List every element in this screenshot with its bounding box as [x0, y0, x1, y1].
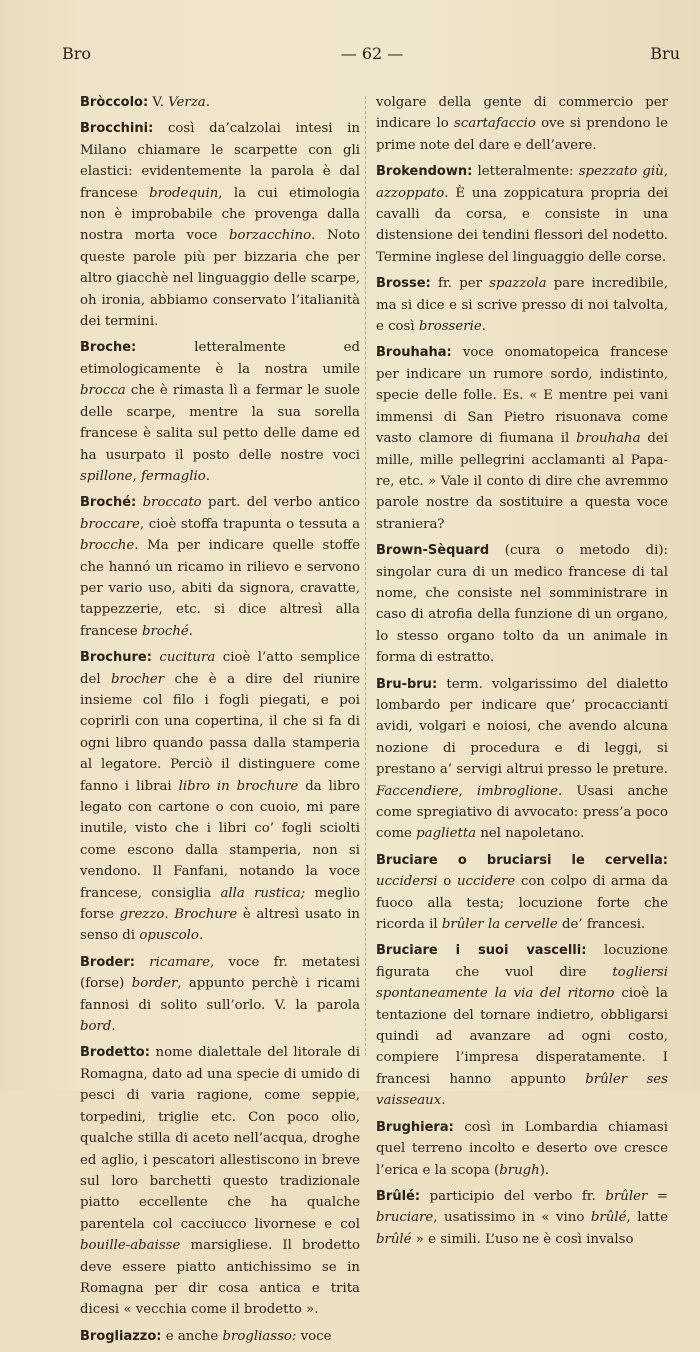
entry-definition: V. Verza.	[152, 95, 210, 110]
dictionary-entry	[80, 952, 360, 1038]
dictionary-entry	[80, 1042, 360, 1320]
entry-definition: uccidersi o uccidere con colpo di arma da fuoco alla testa; locuzione forte che ricorda il brûler la cervelle de’ francesi.	[376, 874, 668, 933]
entry-definition: letteralmente ed etimologicamente è la nostra umile brocca che è rimasta lì a fermar le suole delle scarpe, mentre la sua sorella francese è salita sul petto delle dame ed ha usurpato il posto delle nostre voci spillone, fermaglio.	[80, 340, 361, 484]
entry-definition: fr. per spazzola pare incredibile, ma si dice e si scrive presso di noi talvolta, e così brosserie.	[376, 276, 669, 335]
entry-headword: Bròccolo:	[80, 95, 149, 110]
column-divider	[365, 96, 366, 1056]
entry-definition: term. volgarissimo del dialetto lombardo per indicare que’ procaccianti avidi, volgari e noiosi, che avendo alcuna nozione di procedura e di leggi, si prestano a’ servigi altrui presso le preture. Faccendiere, imbroglione. Usasi anche come spregiativo di avvocato: press’a poco come paglietta nel napoletano.	[376, 676, 668, 842]
entry-definition: così da’calzolai intesi in Milano chiamare le scarpette con gli elastici: evidentemente la parola è dal francese brodequin, la cui etimologia non è improbabile che provenga dalla nostra morta voce borzacchino. Noto queste parole più per bizzaria che per altro giacchè nel linguaggio delle scarpe, oh ironia, abbiamo conservato l’italianità dei termini.	[80, 121, 361, 330]
entry-headword: Bru-bru:	[376, 676, 438, 692]
entry-headword: Broder:	[80, 954, 135, 970]
entry-definition: ricamare, voce fr. metatesi (forse) border, appunto perchè i ricami fannosi di solito sull’orlo. V. la parola bord.	[80, 954, 361, 1035]
left-column	[80, 92, 360, 1352]
page-header	[62, 44, 680, 66]
entry-headword: Brogliazzo:	[80, 1328, 162, 1344]
dictionary-entry	[80, 1326, 360, 1347]
dictionary-entry	[80, 492, 360, 642]
entry-headword: Brodetto:	[80, 1045, 150, 1061]
entry-headword: Brocchini:	[80, 121, 154, 137]
entry-definition: letteralmente: spezzato giù, azzoppato. È una zoppicatura propria dei cavalli da corsa, e consiste in una distensione dei tendini flessori del nodetto. Termine inglese del linguaggio delle corse.	[376, 164, 668, 265]
dictionary-entry	[376, 161, 668, 268]
dictionary-entry	[376, 92, 668, 156]
entry-definition: nome dialettale del litorale di Romagna, dato ad una specie di umido di pesci di varia ragione, come seppie, torpedini, triglie etc. Con poco olio, qualche stilla di aceto nell’acqua, droghe ed aglio, i pescatori allestiscono in breve sul loro barchetti questo tradizionale piatto eccellente che ha qualche parentela col cacciucco livornese e col bouille-abaisse marsigliese. Il brodetto deve essere piatto antichissimo se in Romagna per dir cosa antica e trita dicesi « vecchia come il brodetto ».	[80, 1045, 360, 1318]
right-column	[376, 92, 668, 1255]
dictionary-entry	[80, 647, 360, 947]
dictionary-entry	[376, 1117, 668, 1181]
header-right-guideword: Bru	[650, 44, 680, 63]
header-left-guideword: Bro	[62, 44, 92, 63]
dictionary-entry	[376, 674, 668, 845]
dictionary-entry	[376, 1186, 668, 1250]
entry-definition: così in Lombardia chiamasi quel terreno incolto e deserto ove cresce l’erica e la scopa (brugh).	[376, 1119, 668, 1178]
dictionary-entry	[376, 940, 668, 1111]
dictionary-entry	[80, 92, 360, 113]
entry-headword: Brown-Sèquard	[376, 543, 490, 559]
dictionary-entry	[80, 118, 360, 332]
entry-headword: Brosse:	[376, 276, 431, 292]
entry-headword: Bruciare i suoi vascelli:	[376, 943, 587, 959]
dictionary-entry	[376, 342, 668, 535]
dictionary-entry	[376, 273, 668, 337]
entry-headword: Brughiera:	[376, 1119, 454, 1135]
dictionary-entry	[376, 540, 668, 668]
entry-headword: Broché:	[80, 495, 137, 511]
page-number: — 62 —	[340, 44, 404, 63]
entry-headword: Broche:	[80, 340, 137, 356]
entry-definition: voce onomatopeica francese per indicare un rumore sordo, indistinto, specie delle folle. Es. « E mentre pei vani immensi di San Pietro risuonava come vasto clamore di fiumana il brouhaha dei mille, mille pellegrini acclamanti al Papa-re, etc. » Vale il conto di dire che avremmo parole nostre da sostituire a questa voce straniera?	[376, 345, 668, 532]
entry-definition: participio del verbo fr. brûler = bruciare, usatissimo in « vino brûlé, latte brûlé » e simili. L’uso ne è così invalso	[376, 1188, 668, 1247]
entry-definition: locuzione figurata che vuol dire togliersi spontaneamente la via del ritorno cioè la tentazione del tornare indietro, obbligarsi quindi ad avanzare ad ogni costo, compiere l’impresa disperatamente. I francesi hanno appunto brûler ses vaisseaux.	[376, 943, 668, 1109]
entry-definition: e anche brogliasso: voce	[165, 1328, 332, 1344]
entry-definition: (cura o metodo di): singolar cura di un medico francese di tal nome, che consiste nel somministrare in caso di atrofia della funzione di un organo, lo stesso organo tolto da un animale in forma di estratto.	[376, 543, 668, 666]
entry-headword: Brouhaha:	[376, 345, 452, 361]
entry-definition: volgare della gente di commercio per indicare lo scartafaccio ove si prendono le prime note del dare e dell’avere.	[376, 95, 668, 153]
entry-headword: Brûlé:	[376, 1188, 421, 1204]
entry-headword: Brokendown:	[376, 164, 473, 180]
entry-headword: Brochure:	[80, 650, 152, 666]
entry-definition: broccato part. del verbo antico broccare, cioè stoffa trapunta o tessuta a brocche. Ma per indicare quelle stoffe che hannó un ricamo in rilievo e servono per vario uso, abiti da signora, cravatte, tappezzerie, etc. si dice altresì alla francese broché.	[80, 495, 360, 639]
dictionary-entry	[80, 337, 360, 487]
entry-definition: cucitura cioè l’atto semplice del brocher che è a dire del riunire insieme col filo i fogli piegati, e poi coprirli con una copertina, il che si fa di ogni libro quando passa dalla stamperia al legatore. Perciò il distinguere come fanno i librai libro in brochure da libro legato con cartone o con cuoio, mi pare inutile, visto che i libri co’ fogli sciolti come escono dalla stamperia, non si vendono. Il Fanfani, notando la voce francese, consiglia alla rustica; meglio forse grezzo. Brochure è altresì usato in senso di opuscolo.	[80, 650, 360, 944]
entry-headword: Bruciare o bruciarsi le cervella:	[376, 852, 668, 868]
dictionary-entry	[376, 850, 668, 936]
